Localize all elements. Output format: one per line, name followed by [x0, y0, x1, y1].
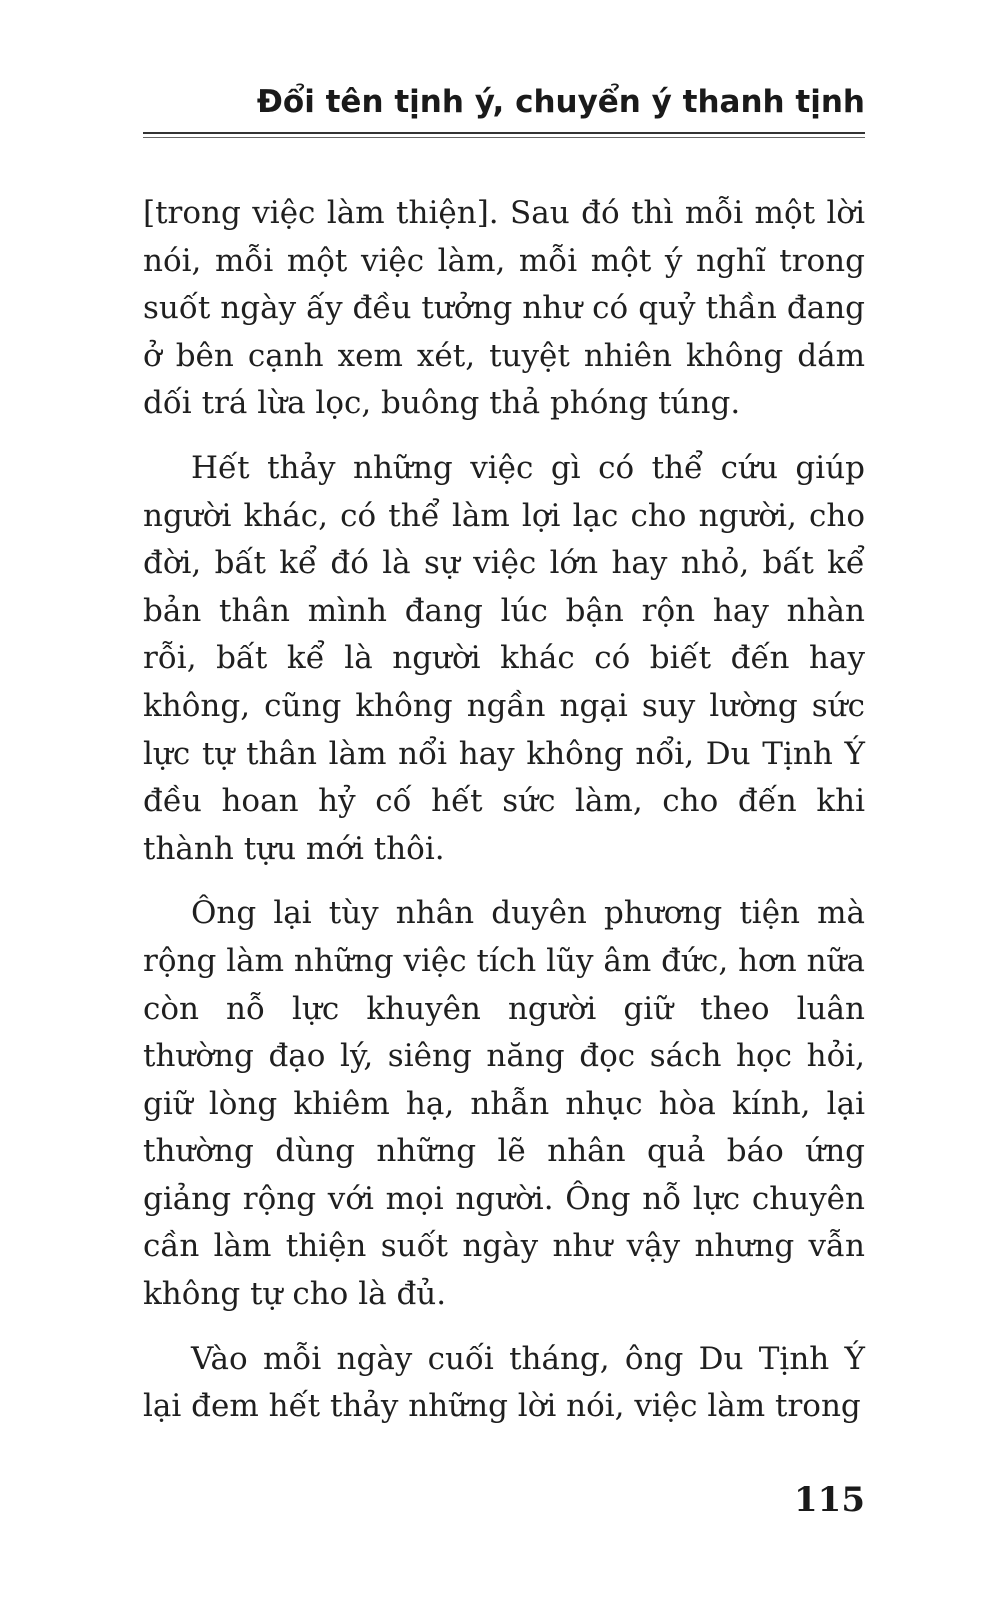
- header-rule: [143, 132, 865, 134]
- paragraph: Hết thảy những việc gì có thể cứu giúp người khác, có thể làm lợi lạc cho người, cho đời, bất kể đó là sự việc lớn hay nhỏ, bất kể bản thân mình đang lúc bận rộn hay nhàn rỗi, bất kể là người khác có biết đến hay không, cũng không ngần ngại suy lường sức lực tự thân làm nổi hay không nổi, Du Tịnh Ý đều hoan hỷ cố hết sức làm, cho đến khi thành tựu mới thôi.: [143, 449, 865, 867]
- running-header-title: Đổi tên tịnh ý, chuyển ý thanh tịnh: [256, 84, 865, 120]
- header-rule-thin: [143, 137, 865, 138]
- paragraph-continuation: [trong việc làm thiện]. Sau đó thì mỗi một lời nói, mỗi một việc làm, mỗi một ý nghĩ trong suốt ngày ấy đều tưởng như có quỷ thần đang ở bên cạnh xem xét, tuyệt nhiên không dám dối trá lừa lọc, buông thả phóng túng.: [143, 195, 865, 422]
- page-number: 115: [794, 1480, 865, 1520]
- paragraph: Ông lại tùy nhân duyên phương tiện mà rộng làm những việc tích lũy âm đức, hơn nữa còn nỗ lực khuyên người giữ theo luân thường đạo lý, siêng năng đọc sách học hỏi, giữ lòng khiêm hạ, nhẫn nhục hòa kính, lại thường dùng những lẽ nhân quả báo ứng giảng rộng với mọi người. Ông nỗ lực chuyên cần làm thiện suốt ngày như vậy nhưng vẫn không tự cho là đủ.: [143, 895, 865, 1313]
- body-text: [143, 190, 865, 1448]
- paragraph: Vào mỗi ngày cuối tháng, ông Du Tịnh Ý lại đem hết thảy những lời nói, việc làm trong: [143, 1340, 865, 1425]
